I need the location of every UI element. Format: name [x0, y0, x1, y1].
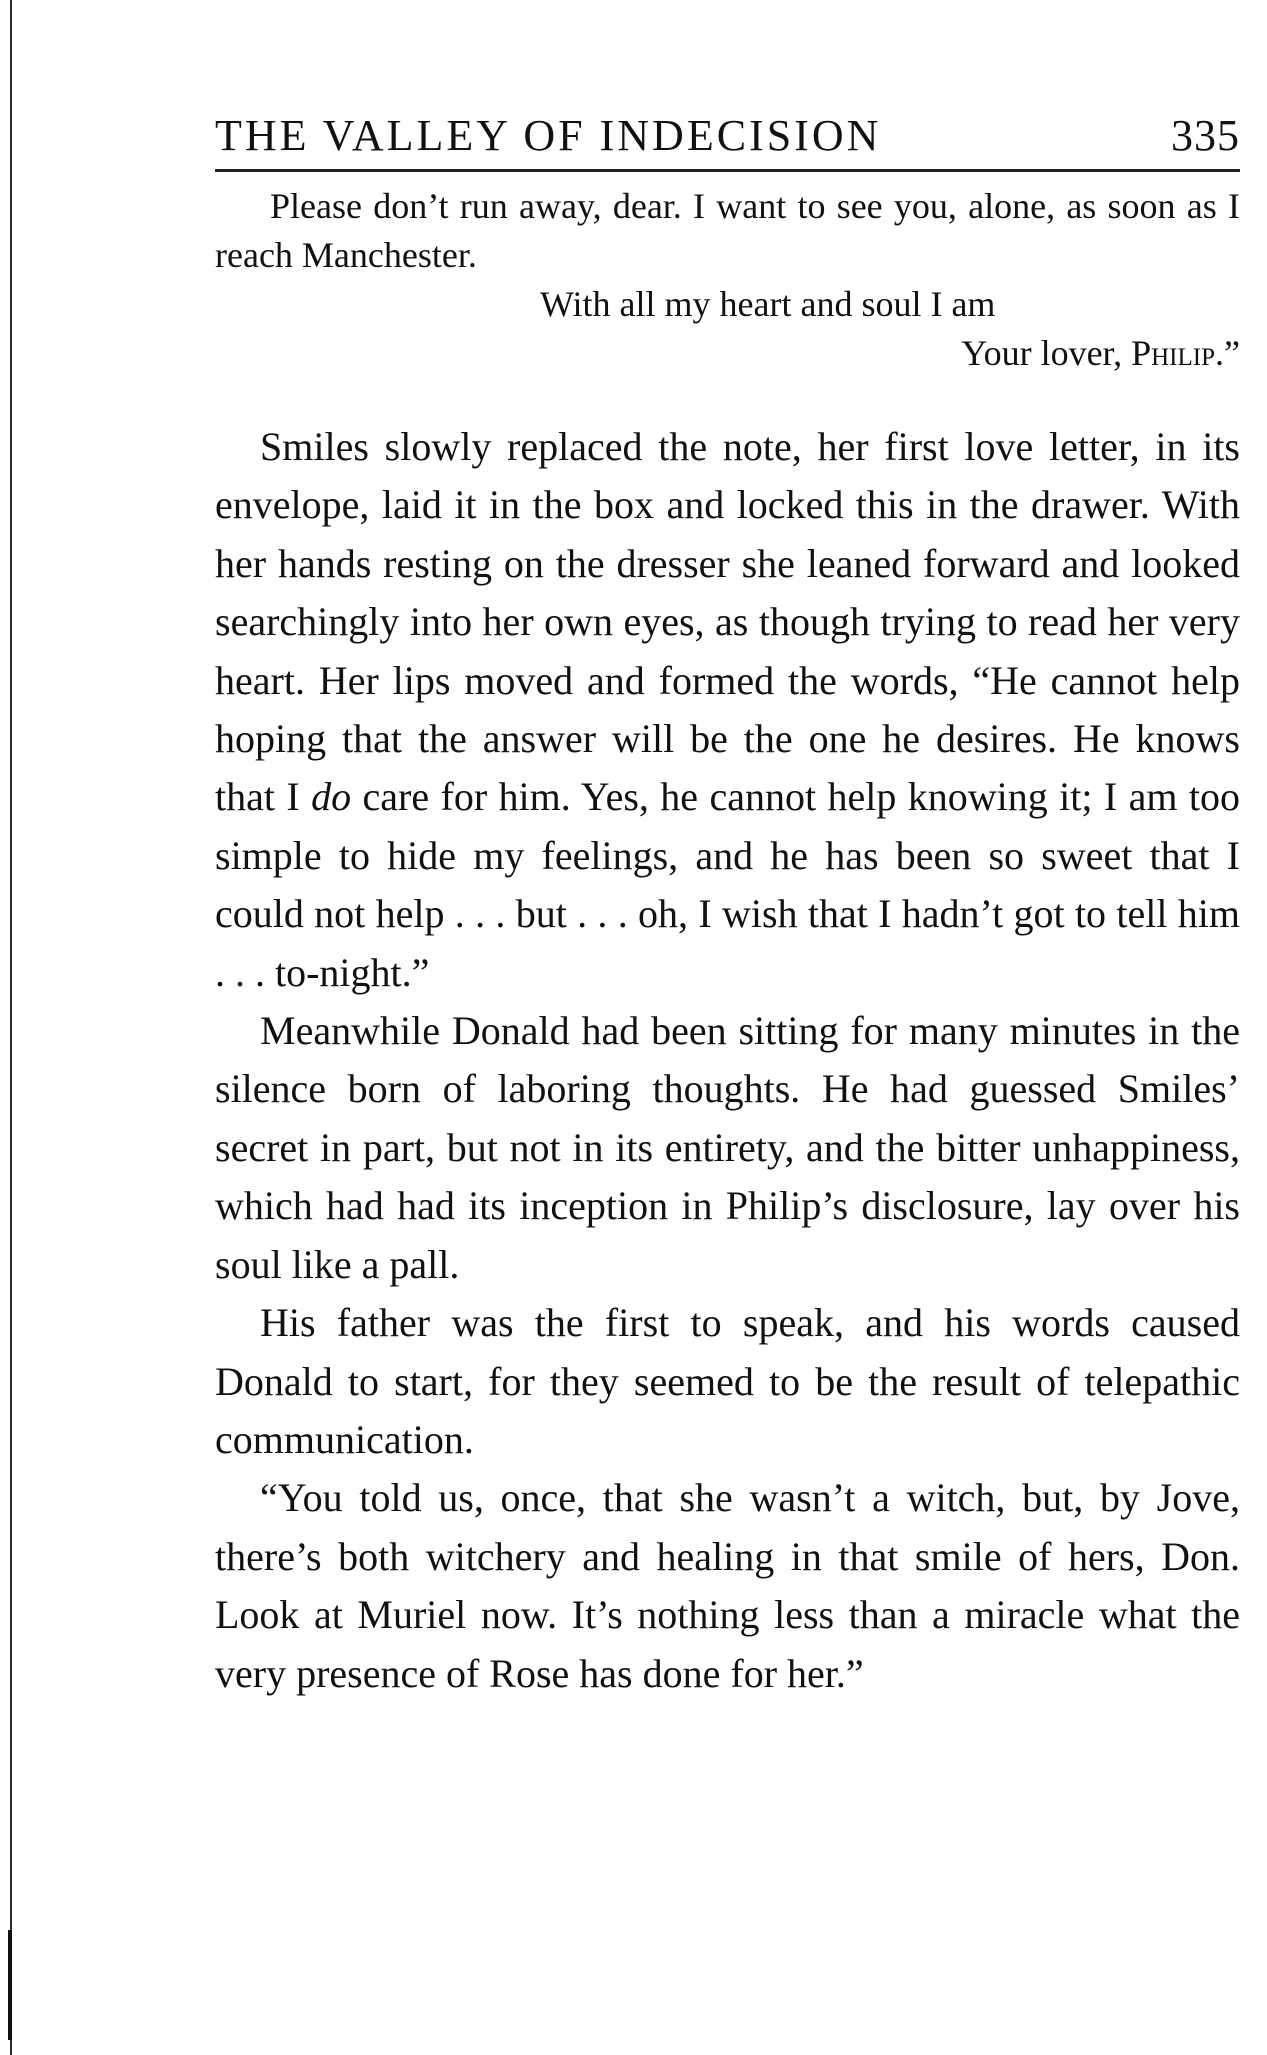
- running-head: [215, 110, 1240, 172]
- letter-body: Please don’t run away, dear. I want to see you, alone, as soon as I reach Manchester.: [215, 186, 1240, 275]
- running-head-title: THE VALLEY OF INDECISION: [215, 111, 882, 160]
- paragraph-1: [215, 418, 1240, 1002]
- paragraph-1-part-b: care for him. Yes, he cannot help knowing it; I am too simple to hide my feelings, and he has been so sweet that I could not help . . . but . . . oh, I wish that I hadn’t got to tell him . . . to-night.”: [215, 774, 1240, 995]
- paragraph-2: Meanwhile Donald had been sitting for many minutes in the silence born of laboring thoughts. He had guessed Smiles’ secret in part, but not in its entirety, and the bitter unhappiness, which had had its inception in Philip’s disclosure, lay over his soul like a pall.: [215, 1008, 1240, 1287]
- paragraph-4: “You told us, once, that she wasn’t a witch, but, by Jove, there’s both witchery and healing in that smile of hers, Don. Look at Muriel now. It’s nothing less than a miracle what the very presence of Rose has done for her.”: [215, 1475, 1240, 1696]
- scan-edge-mark: [8, 1930, 12, 2040]
- book-page: [215, 110, 1240, 1703]
- scan-edge-line: [10, 0, 12, 2055]
- page-number: 335: [1171, 111, 1240, 160]
- paragraph-3: His father was the first to speak, and his words caused Donald to start, for they seemed to be the result of telepathic communication.: [215, 1300, 1240, 1462]
- letter-excerpt: [215, 182, 1240, 378]
- letter-signature: [215, 329, 1240, 378]
- signature-suffix: .”: [1215, 333, 1240, 373]
- body-text: [215, 418, 1240, 1703]
- signature-prefix: Your lover,: [961, 333, 1132, 373]
- signature-name: Philip: [1131, 333, 1216, 373]
- paragraph-1-part-a: Smiles slowly replaced the note, her first love letter, in its envelope, laid it in the box and locked this in the drawer. With her hands resting on the dresser she leaned forward and looked searchingly into her own eyes, as though trying to read her very heart. Her lips moved and formed the words, “He cannot help hoping that the answer will be the one he desires. He knows that I: [215, 424, 1240, 820]
- paragraph-1-italic: do: [311, 774, 352, 820]
- letter-closing: With all my heart and soul I am: [540, 284, 996, 324]
